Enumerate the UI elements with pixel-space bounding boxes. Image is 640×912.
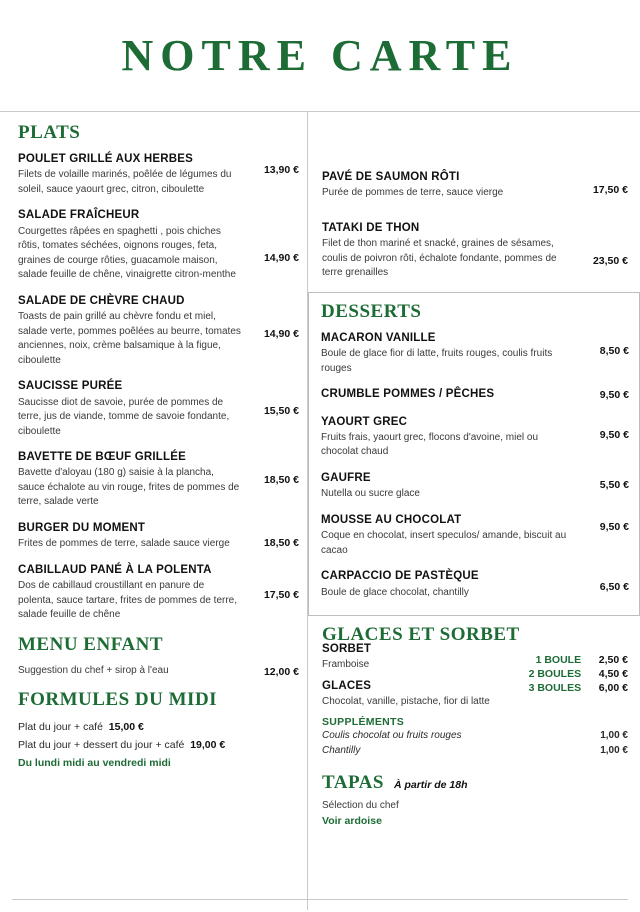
menu-header [0, 0, 640, 112]
menu-item [18, 563, 299, 623]
section-title-menu-enfant: MENU ENFANT [18, 633, 164, 655]
menu-item-desc: Purée de pommes de terre, sauce vierge [322, 187, 504, 199]
menu-item-texts [322, 221, 576, 281]
right-column [307, 112, 640, 910]
dessert-desc: Boule de glace fior di latte, fruits rouges, coulis fruits rouges [321, 348, 553, 374]
dessert-price: 9,50 € [599, 520, 629, 533]
menu-item [322, 221, 628, 281]
dessert-desc: Boule de glace chocolat, chantilly [321, 586, 469, 598]
dessert-texts [321, 415, 577, 460]
dessert-name: GAUFRE [321, 471, 371, 484]
menu-enfant-item [18, 664, 299, 679]
scoop-price: 2,50 € [598, 654, 628, 666]
menu-item-price: 17,50 € [592, 184, 628, 196]
menu-item [18, 379, 299, 439]
section-title-desserts: DESSERTS [321, 300, 422, 322]
menu-item-name: POULET GRILLÉ AUX HERBES [18, 153, 193, 165]
footer-divider [12, 899, 628, 900]
dessert-price: 9,50 € [599, 428, 629, 441]
menu-enfant-texts [18, 664, 247, 679]
menu-item-name: BURGER DU MOMENT [18, 521, 146, 534]
menu-item-price: 14,90 € [263, 327, 299, 340]
menu-item-desc: Courgettes râpées en spaghetti , pois chiches rôtis, tomates séchées, oignons rouges, feta, graines de courge rôties, guacamole maison, salade feuille de chêne, vinaigrette citron-menthe [18, 225, 236, 281]
menu-item-desc: Saucisse diot de savoie, purée de pommes de terre, jus de viande, tomme de savoie fondante, ciboulette [18, 396, 230, 437]
dessert-item [321, 513, 629, 558]
tapas-subtitle: À partir de 18h [393, 778, 468, 791]
page-title: NOTRE CARTE [121, 31, 519, 80]
scoop-label: 3 BOULES [528, 682, 582, 694]
section-title-glaces: GLACES ET SORBET [322, 624, 520, 645]
menu-item-texts [322, 170, 576, 201]
tapas-desc: Sélection du chef [322, 799, 399, 811]
menu-item-name: SALADE DE CHÈVRE CHAUD [18, 294, 185, 307]
formules-note: Du lundi midi au vendredi midi [18, 756, 171, 769]
formule-price: 19,00 € [190, 738, 226, 751]
menu-item [18, 152, 299, 197]
dessert-texts [321, 387, 577, 403]
supplements-title: SUPPLÉMENTS [322, 715, 405, 728]
menu-item-price: 15,50 € [263, 405, 299, 418]
menu-enfant-price: 12,00 € [263, 665, 299, 678]
scoop-label: 2 BOULES [528, 668, 582, 680]
scoop-price: 4,50 € [598, 668, 628, 680]
formule-row [18, 737, 299, 755]
menu-item-desc: Filets de volaille marinés, poêlée de légumes du soleil, sauce yaourt grec, citron, ciboulette [18, 169, 232, 195]
menu-enfant-desc: Suggestion du chef + sirop à l'eau [18, 664, 169, 676]
dessert-texts [321, 331, 577, 376]
formule-row [18, 719, 299, 737]
menu-item-name: SALADE FRAÎCHEUR [18, 209, 140, 222]
section-title-formules: FORMULES DU MIDI [18, 689, 218, 711]
glaces-items [322, 642, 512, 710]
menu-item-price: 17,50 € [263, 588, 299, 601]
menu-item-name: BAVETTE DE BŒUF GRILLÉE [18, 451, 186, 463]
dessert-item [321, 471, 629, 502]
dessert-item [321, 415, 629, 460]
scoop-row [536, 654, 628, 666]
scoop-row [529, 668, 628, 680]
section-title-tapas: TAPAS [322, 771, 384, 793]
dessert-desc: Nutella ou sucre glace [321, 488, 420, 500]
supplement-label: Chantilly [322, 744, 361, 756]
menu-item-texts [18, 379, 247, 439]
menu-item-price: 13,90 € [263, 164, 299, 176]
menu-body [0, 112, 640, 910]
glaces-item-name: GLACES [322, 679, 372, 692]
menu-item-price: 18,50 € [263, 474, 299, 486]
dessert-name: CARPACCIO DE PASTÈQUE [321, 570, 479, 583]
dessert-price: 8,50 € [599, 344, 629, 357]
dessert-texts [321, 513, 577, 558]
dessert-name: YAOURT GREC [321, 415, 408, 428]
menu-item-price: 18,50 € [263, 536, 299, 549]
dessert-item [321, 569, 629, 600]
supplement-price: 1,00 € [600, 729, 628, 741]
glaces-item-desc: Framboise [322, 659, 370, 671]
dessert-name: MOUSSE AU CHOCOLAT [321, 513, 462, 526]
supplement-row [322, 728, 628, 743]
menu-item-name: SAUCISSE PURÉE [18, 380, 123, 393]
scoop-label: 1 BOULE [535, 654, 582, 666]
menu-item [18, 294, 299, 368]
glaces-item-desc: Chocolat, vanille, pistache, fior di latte [322, 696, 490, 708]
dessert-name: MACARON VANILLE [321, 331, 436, 344]
menu-item-texts [18, 450, 247, 510]
menu-item-desc: Dos de cabillaud croustillant en panure de polenta, sauce tartare, frites de pommes de terre, salade feuille de chêne [18, 580, 237, 621]
glaces-item-name: SORBET [322, 643, 372, 655]
dessert-price: 5,50 € [599, 478, 629, 491]
menu-item-texts [18, 152, 247, 197]
supplement-label: Coulis chocolat ou fruits rouges [322, 729, 462, 741]
menu-item-name: TATAKI DE THON [322, 221, 420, 234]
formule-label: Plat du jour + dessert du jour + café [18, 738, 185, 751]
menu-item-desc: Filet de thon mariné et snacké, graines de sésames, coulis de poivron rôti, échalote fondante, pommes de terre grenailles [322, 238, 557, 279]
menu-item-price: 23,50 € [592, 254, 628, 267]
left-column [0, 112, 307, 910]
dessert-desc: Fruits frais, yaourt grec, flocons d'avoine, miel ou chocolat chaud [321, 431, 539, 458]
menu-item-desc: Frites de pommes de terre, salade sauce vierge [18, 538, 230, 550]
menu-item-name: CABILLAUD PANÉ À LA POLENTA [18, 563, 212, 576]
dessert-price: 9,50 € [599, 389, 629, 402]
desserts-box [308, 292, 640, 616]
menu-item-desc: Toasts de pain grillé au chèvre fondu et miel, salade verte, pommes poêlées au beurre, tomates anciennes, noix, crème balsamique à la figue, ciboulette [18, 311, 241, 366]
supplement-row [322, 743, 628, 758]
menu-item [18, 521, 299, 552]
scoop-price: 6,00 € [598, 682, 628, 694]
dessert-price: 6,50 € [599, 581, 629, 594]
dessert-item [321, 387, 629, 403]
dessert-texts [321, 569, 577, 600]
dessert-texts [321, 471, 577, 502]
menu-item-texts [18, 294, 247, 368]
supplement-price: 1,00 € [600, 744, 628, 756]
menu-item [18, 208, 299, 282]
menu-item-price: 14,90 € [263, 252, 299, 265]
tapas-header [322, 772, 628, 794]
menu-item-texts [18, 521, 247, 552]
tapas-ardoise-link[interactable]: Voir ardoise [322, 814, 382, 827]
menu-item-desc: Bavette d'aloyau (180 g) saisie à la plancha, sauce échalote au vin rouge, frites de pommes de terre, salade verte [18, 467, 240, 508]
menu-item [322, 170, 628, 201]
scoop-row [529, 682, 628, 694]
section-title-plats: PLATS [18, 122, 81, 143]
menu-item [18, 450, 299, 510]
menu-item-name: PAVÉ DE SAUMON RÔTI [322, 171, 460, 183]
dessert-name: CRUMBLE POMMES / PÊCHES [321, 388, 495, 401]
dessert-desc: Coque en chocolat, insert speculos/ amande, biscuit au cacao [321, 530, 567, 556]
menu-item-texts [18, 208, 247, 282]
dessert-item [321, 331, 629, 376]
formule-price: 15,00 € [108, 721, 144, 734]
formule-label: Plat du jour + café [18, 721, 103, 734]
menu-item-texts [18, 563, 247, 623]
